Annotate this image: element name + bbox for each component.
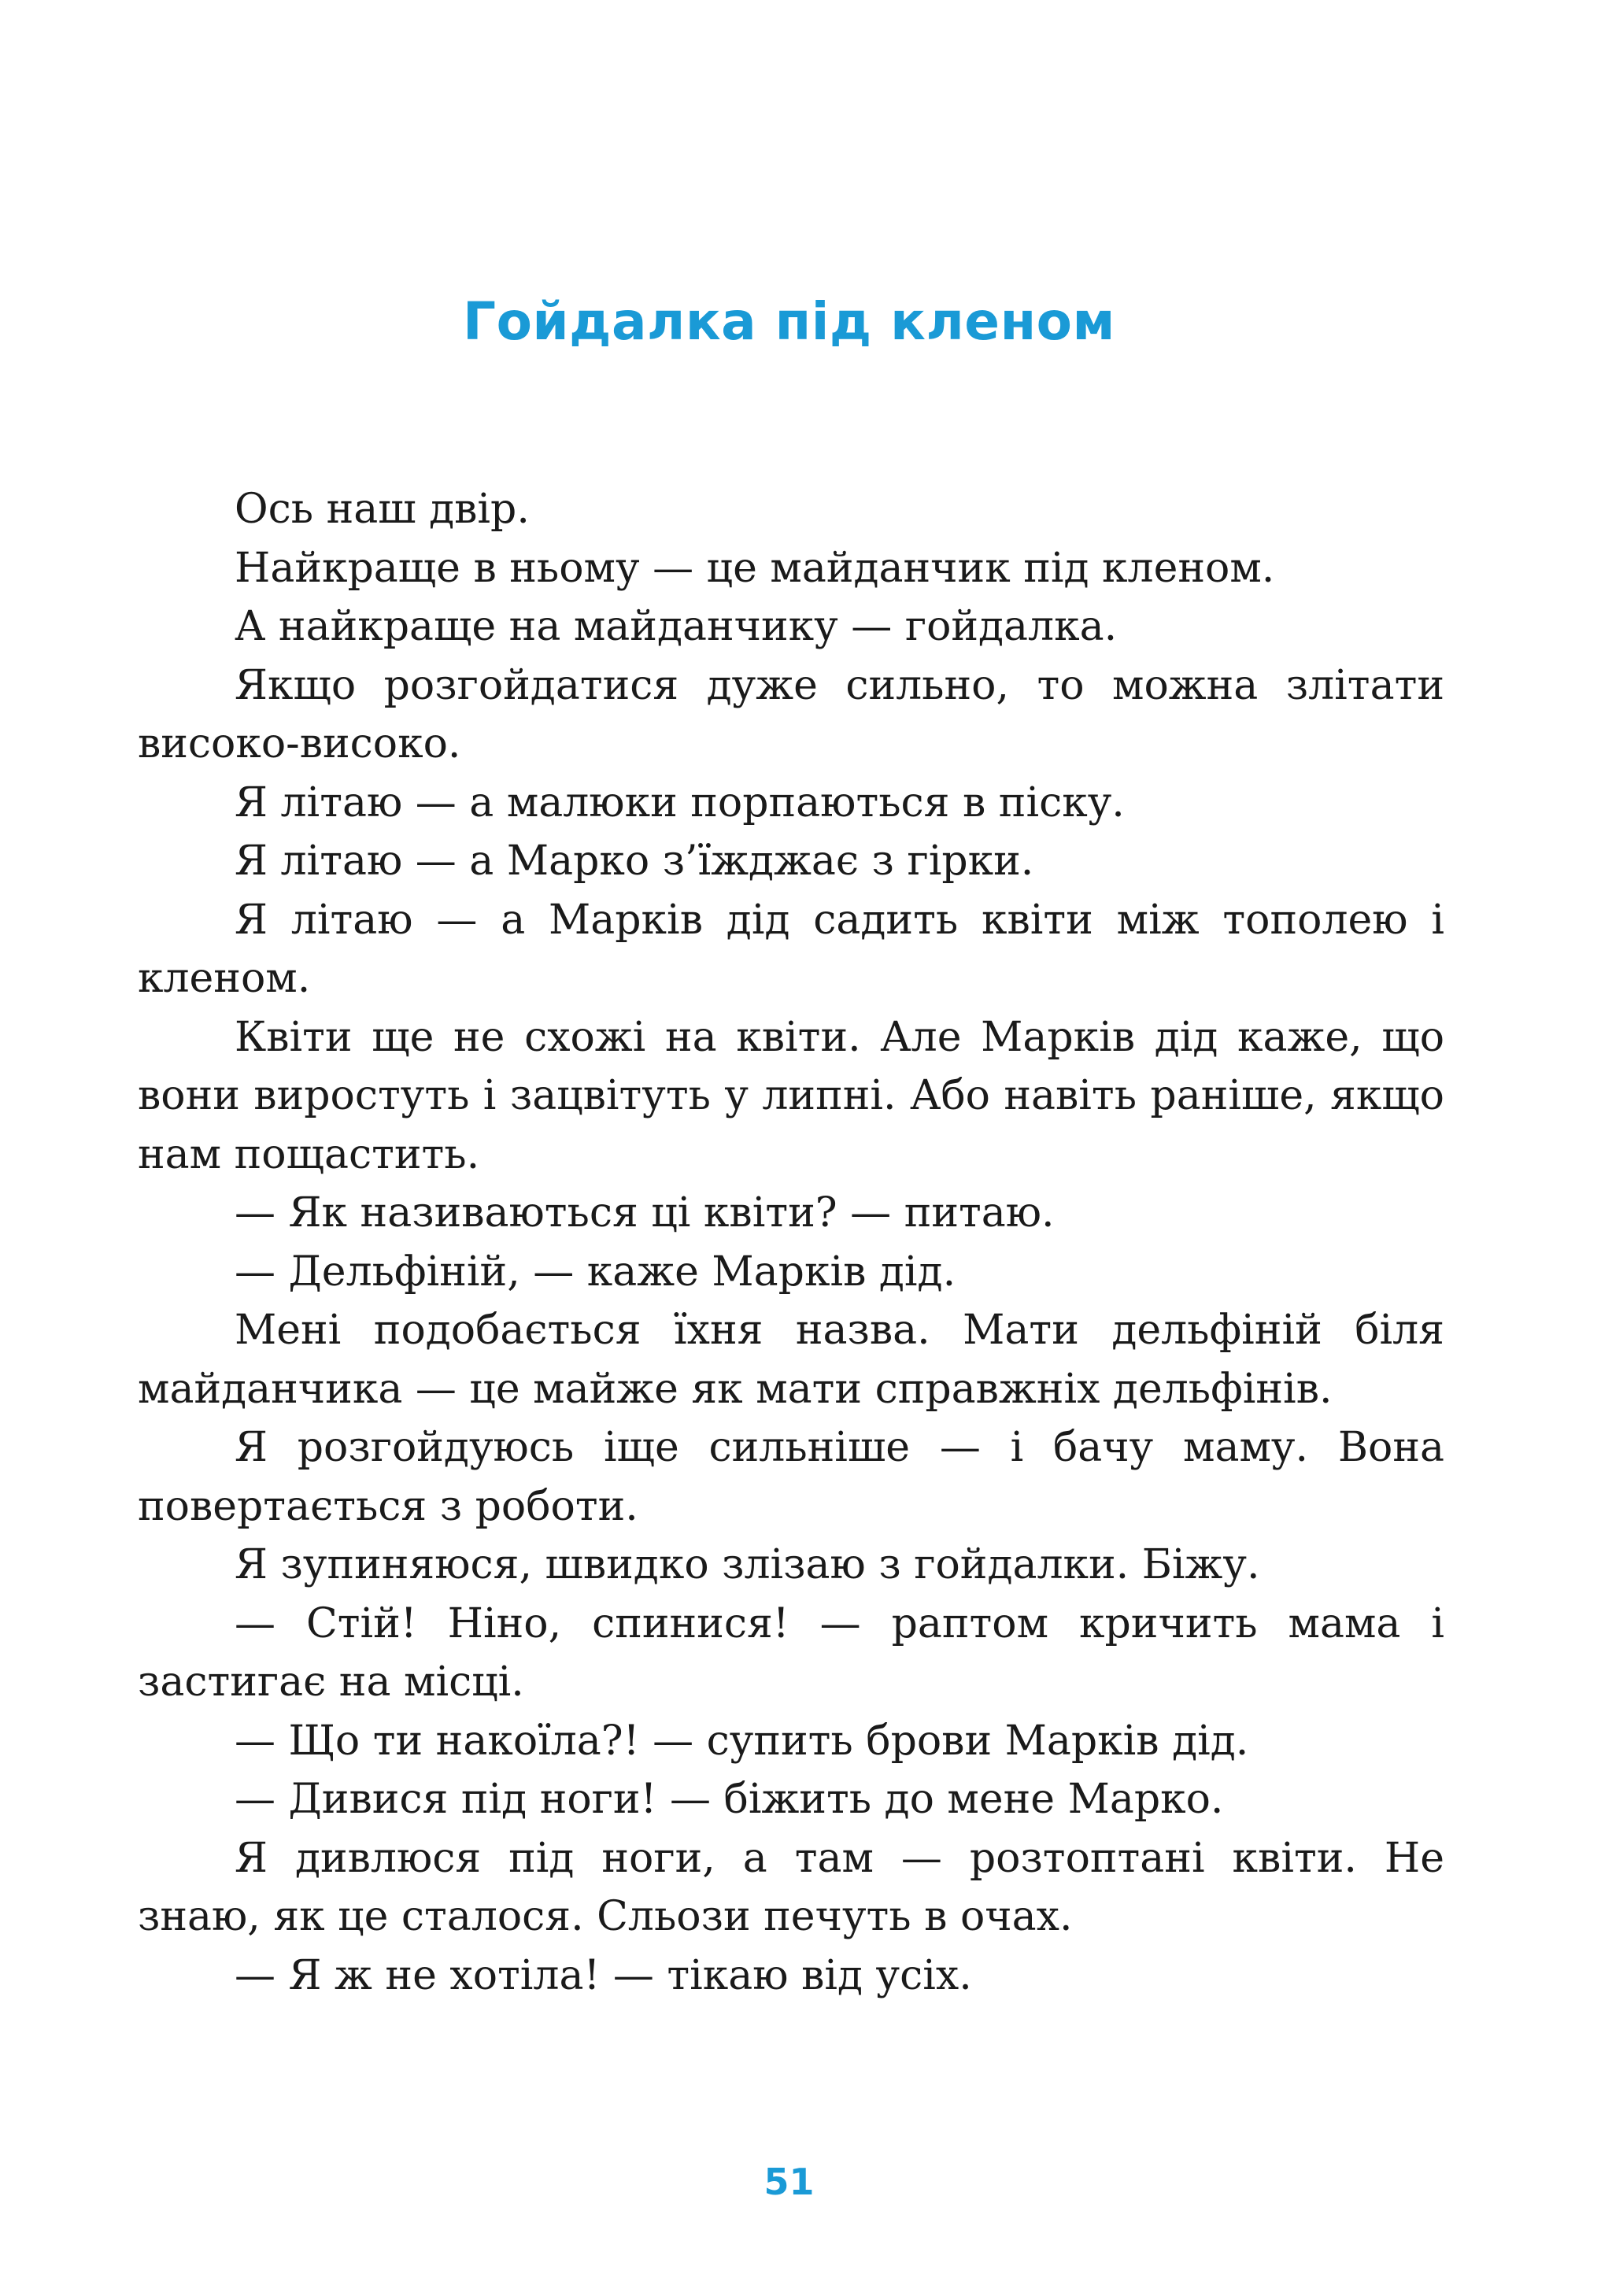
paragraph: — Дивися під ноги! — біжить до мене Марко.	[235, 1776, 1224, 1823]
paragraph: — Дельфіній, — каже Марків дід.	[235, 1248, 956, 1296]
paragraph: Я дивлюся під ноги, а там — розтоптані квіти. Не знаю, як це сталося. Сльози печуть в очах.	[138, 1834, 1444, 1940]
paragraph: Я зупиняюся, швидко злізаю з гойдалки. Біжу.	[235, 1541, 1260, 1588]
paragraph: Мені подобається їхня назва. Мати дельфіній біля майданчика — це майже як мати справжніх дельфінів.	[138, 1307, 1444, 1413]
paragraph: — Що ти накоїла?! — супить брови Марків дід.	[235, 1717, 1249, 1765]
page-number: 51	[763, 2161, 815, 2203]
paragraph: А найкраще на майданчику — гойдалка.	[235, 603, 1118, 650]
paragraph: Квіти ще не схожі на квіти. Але Марків дід каже, що вони виростуть і зацвітуть у липні. Або навіть раніше, якщо нам пощастить.	[138, 1013, 1444, 1178]
paragraph: Якщо розгойдатися дуже сильно, то можна злітати високо-високо.	[138, 661, 1444, 767]
paragraph: Я літаю — а малюки порпаються в піску.	[235, 778, 1125, 826]
paragraph: — Стій! Ніно, спинися! — раптом кричить мама і застигає на місці.	[138, 1599, 1444, 1706]
paragraph: — Я ж не хотіла! — тікаю від усіх.	[235, 1951, 972, 1999]
paragraph: Ось наш двір.	[235, 486, 530, 533]
story-body	[138, 480, 1444, 2005]
paragraph: Я літаю — а Марків дід садить квіти між тополею і кленом.	[138, 896, 1444, 1002]
paragraph: Я розгойдуюсь іще сильніше — і бачу маму. Вона повертається з роботи.	[138, 1424, 1444, 1530]
paragraph: Найкраще в ньому — це майданчик під кленом.	[235, 544, 1275, 592]
story-title: Гойдалка під кленом	[463, 291, 1115, 352]
paragraph: Я літаю — а Марко з’їжджає з гірки.	[235, 837, 1034, 885]
paragraph: — Як називаються ці квіти? — питаю.	[235, 1189, 1055, 1237]
